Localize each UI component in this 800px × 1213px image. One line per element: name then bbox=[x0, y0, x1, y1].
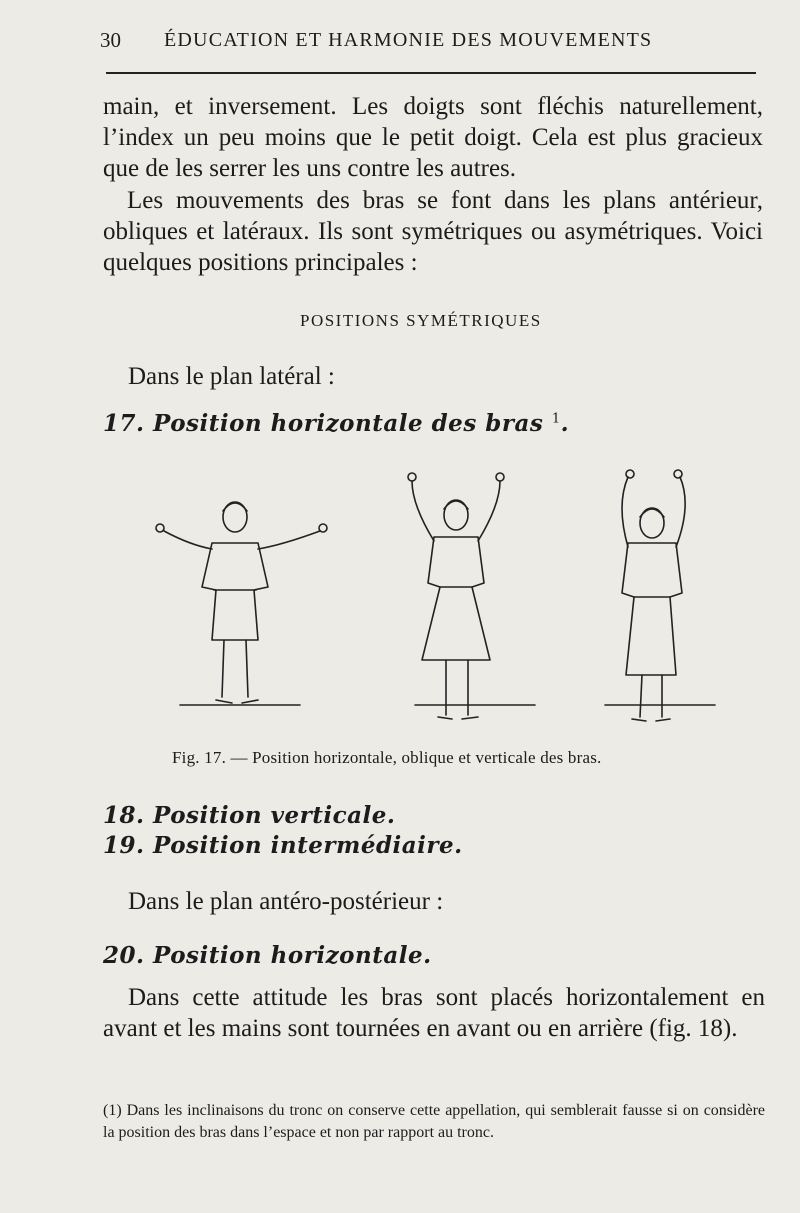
figure-caption: Fig. 17. — Position horizontale, oblique et verticale des bras. bbox=[172, 748, 602, 767]
header-rule bbox=[106, 72, 756, 74]
item-19: 19. Position intermédiaire. bbox=[103, 832, 463, 859]
section-title: POSITIONS SYMÉTRIQUES bbox=[300, 311, 542, 330]
item-17 bbox=[103, 410, 569, 437]
paragraph-arm-movements: Les mouvements des bras se font dans les plans antérieur, obliques et latéraux. Ils sont symétriques ou asymétriques. Voici quelques positions principales : bbox=[103, 187, 763, 276]
item-18: 18. Position verticale. bbox=[103, 802, 396, 829]
plan-lateral-label: Dans le plan latéral : bbox=[128, 363, 335, 390]
item-20: 20. Position horizontale. bbox=[103, 942, 432, 969]
figure-horizontal-arms bbox=[156, 502, 327, 705]
figure-oblique-arms bbox=[408, 473, 535, 719]
running-header bbox=[100, 28, 756, 58]
page-number: 30 bbox=[100, 28, 121, 52]
footnote-ref: 1 bbox=[551, 411, 561, 427]
running-title: ÉDUCATION ET HARMONIE DES MOUVEMENTS bbox=[164, 29, 653, 51]
paragraph-continuation: main, et inversement. Les doigts sont fléchis naturellement, l’index un peu moins que le petit doigt. Cela est plus gracieux que de les serrer les uns contre les autres. bbox=[103, 93, 763, 182]
item-17-trailing-dot: . bbox=[560, 410, 570, 437]
footnote: (1) Dans les inclinaisons du tronc on conserve cette appellation, qui semblerait fausse si on considère la position des bras dans l’espace et non par rapport au tronc. bbox=[103, 1102, 765, 1141]
paragraph-horizontal-position: Dans cette attitude les bras sont placés horizontalement en avant et les mains sont tournées en avant ou en arrière (fig. 18). bbox=[103, 984, 765, 1042]
plan-antero-posterior-label: Dans le plan antéro-postérieur : bbox=[128, 888, 444, 915]
figure-17-illustration bbox=[150, 465, 730, 735]
figure-vertical-arms bbox=[605, 470, 715, 721]
item-17-text: 17. Position horizontale des bras bbox=[103, 410, 544, 437]
